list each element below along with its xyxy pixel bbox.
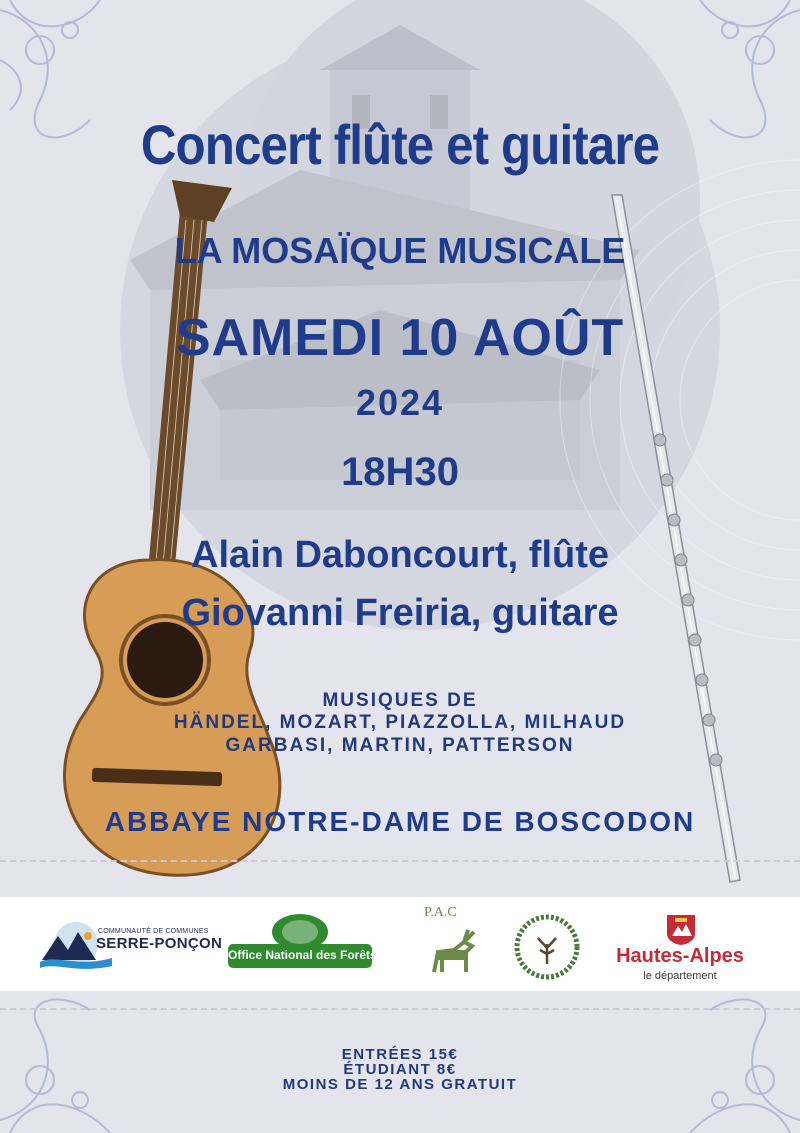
event-date: SAMEDI 10 AOÛT	[175, 309, 625, 367]
onf-name: Office National des Forêts	[228, 948, 377, 962]
serre-poncon-name: SERRE-PONÇON	[96, 935, 223, 952]
event-year: 2024	[355, 382, 445, 423]
poster-title: Concert flûte et guitare	[140, 113, 660, 176]
hautes-alpes-name: Hautes-Alpes	[616, 945, 744, 967]
composers-line-1: HÄNDEL, MOZART, PIAZZOLLA, MILHAUD	[173, 712, 627, 733]
deer-icon	[424, 922, 482, 980]
boscodon-tree-icon	[514, 914, 580, 980]
composers-line-2: GARBASI, MARTIN, PATTERSON	[225, 735, 575, 756]
performer-guitar: Giovanni Freiria, guitare	[181, 592, 619, 634]
poster-subtitle: LA MOSAÏQUE MUSICALE	[174, 230, 626, 271]
serre-poncon-subtitle: COMMUNAUTÉ DE COMMUNES	[98, 928, 209, 935]
price-children: MOINS DE 12 ANS GRATUIT	[282, 1076, 518, 1093]
venue: ABBAYE NOTRE-DAME DE BOSCODON	[104, 806, 696, 837]
music-heading: MUSIQUES DE	[322, 690, 478, 711]
onf-tree-icon	[270, 912, 330, 948]
hautes-alpes-emblem	[664, 912, 698, 946]
event-time: 18H30	[341, 450, 459, 494]
pac-text: P.A.C	[424, 905, 457, 920]
divider-top	[0, 860, 800, 862]
performer-flute: Alain Daboncourt, flûte	[191, 534, 609, 576]
hautes-alpes-subtitle: le département	[643, 970, 717, 982]
price-student: ÉTUDIANT 8€	[343, 1061, 457, 1078]
price-standard: ENTRÉES 15€	[341, 1046, 459, 1063]
divider-bottom	[0, 1008, 800, 1010]
